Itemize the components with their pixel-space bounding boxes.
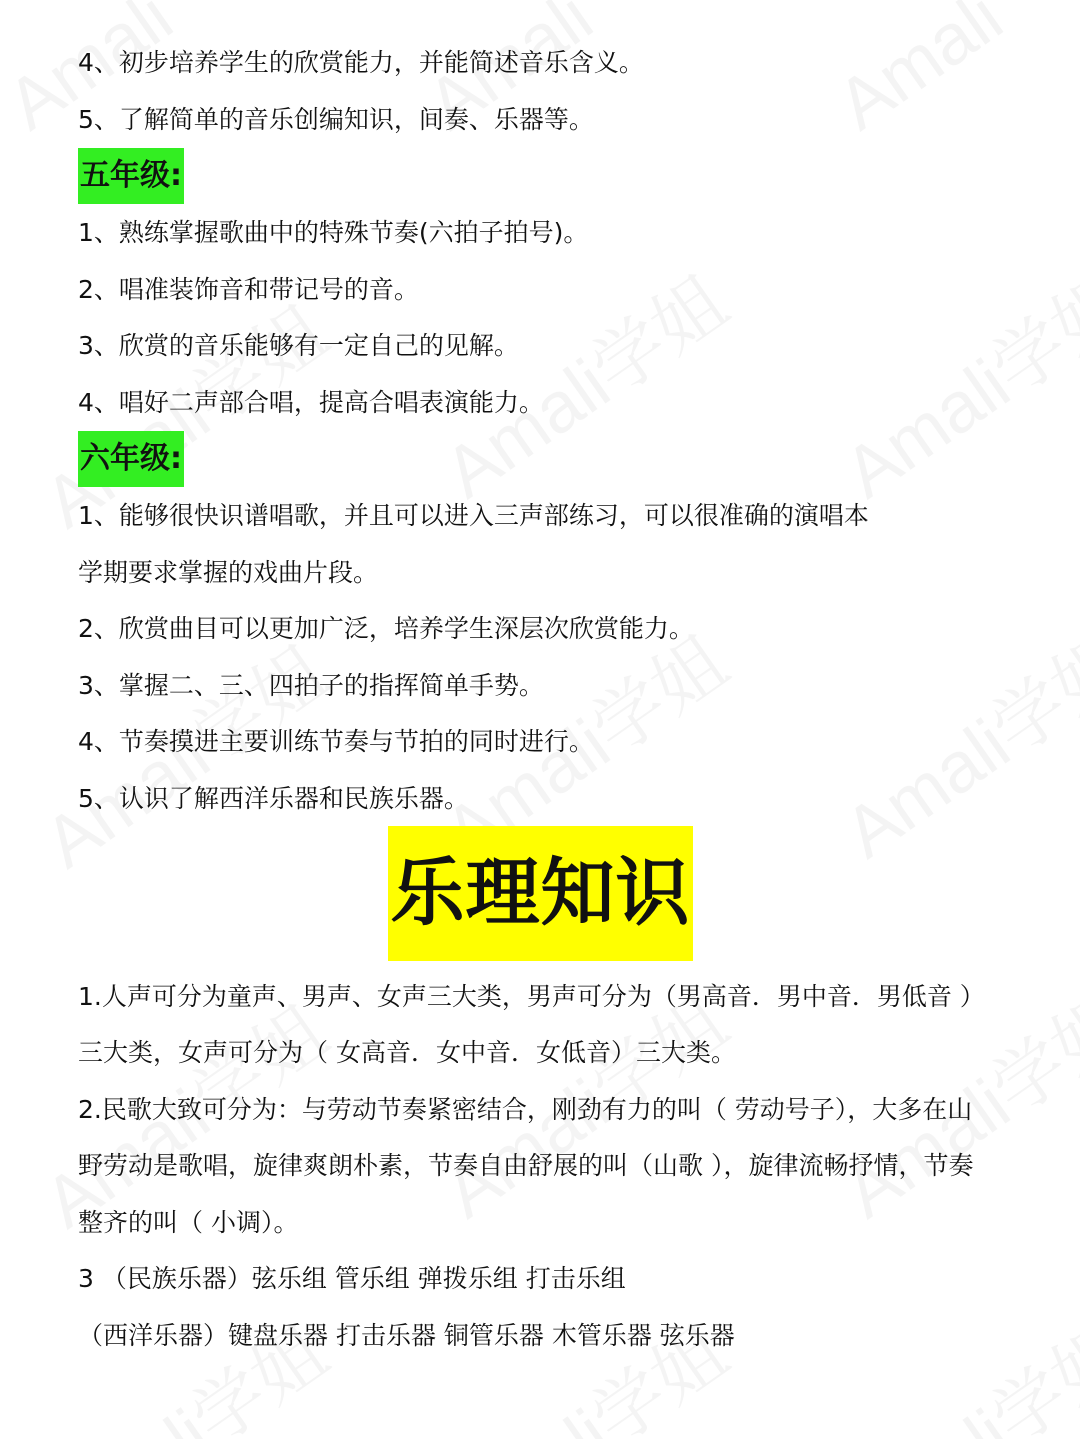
intro-line: 4、初步培养学生的欣赏能力，并能简述音乐含义。 [78,48,644,77]
grade6-item: 1、能够很快识谱唱歌，并且可以进入三声部练习，可以很准确的演唱本 [78,501,869,530]
theory-line: 3 （民族乐器）弦乐组 管乐组 弹拨乐组 打击乐组 [78,1264,626,1293]
grade5-item: 1、熟练掌握歌曲中的特殊节奏(六拍子拍号)。 [78,218,589,247]
theory-line: 1.人声可分为童声、男声、女声三大类，男声可分为（男高音．男中音．男低音 ） [78,982,985,1011]
theory-line: 整齐的叫（ 小调）。 [78,1208,299,1237]
theory-line: 2.民歌大致可分为：与劳动节奏紧密结合，刚劲有力的叫（ 劳动号子），大多在山 [78,1095,973,1124]
intro-line: 5、了解简单的音乐创编知识，间奏、乐器等。 [78,105,594,134]
theory-line: 野劳动是歌唱，旋律爽朗朴素，节奏自由舒展的叫（山歌 ），旋律流畅抒情，节奏 [78,1151,974,1180]
theory-title: 乐理知识 [388,826,693,961]
theory-line: （西洋乐器）键盘乐器 打击乐器 铜管乐器 木管乐器 弦乐器 [78,1321,735,1350]
theory-line: 三大类，女声可分为（ 女高音．女中音．女低音）三大类。 [78,1038,736,1067]
grade5-heading: 五年级: [78,148,184,204]
grade6-item: 4、节奏摸进主要训练节奏与节拍的同时进行。 [78,727,594,756]
grade5-item: 3、欣赏的音乐能够有一定自己的见解。 [78,331,519,360]
grade6-heading: 六年级: [78,431,184,487]
grade6-item: 2、欣赏曲目可以更加广泛，培养学生深层次欣赏能力。 [78,614,694,643]
grade6-item: 5、认识了解西洋乐器和民族乐器。 [78,784,469,813]
grade6-item: 3、掌握二、三、四拍子的指挥简单手势。 [78,671,544,700]
grade5-item: 4、唱好二声部合唱，提高合唱表演能力。 [78,388,544,417]
grade6-item: 学期要求掌握的戏曲片段。 [78,558,379,587]
grade5-item: 2、唱准装饰音和带记号的音。 [78,275,419,304]
